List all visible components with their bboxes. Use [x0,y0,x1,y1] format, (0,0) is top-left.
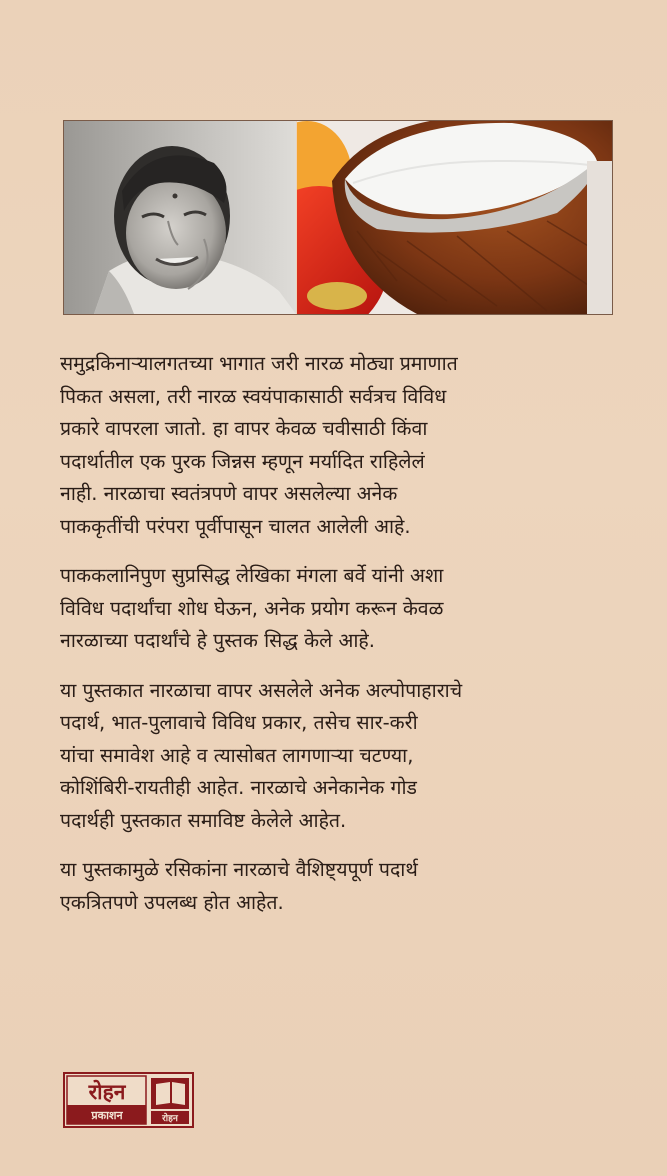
blurb-paragraph-1 [60,348,620,543]
author-portrait-image [64,121,296,314]
blurb-line: विविध पदार्थांचा शोध घेऊन, अनेक प्रयोग करून केवळ [60,596,444,620]
blurb-line: एकत्रितपणे उपलब्ध होत आहेत. [60,890,284,914]
photo-strip [63,120,613,315]
blurb-line: प्रकारे वापरला जातो. हा वापर केवळ चवीसाठी किंवा [60,417,428,440]
blurb-line: यांचा समावेश आहे व त्यासोबत लागणाऱ्या चटण्या, [60,743,414,767]
blurb-line: पाककलानिपुण सुप्रसिद्ध लेखिका मंगला बर्वे यांनी अशा [60,564,444,587]
blurb-line: या पुस्तकामुळे रसिकांना नारळाचे वैशिष्ट्यपूर्ण पदार्थ [60,858,418,881]
coconut-image [297,121,613,314]
blurb-paragraph-3 [60,675,620,838]
publisher-subtitle: प्रकाशन [91,1109,123,1122]
blurb-line: नाही. नारळाचा स्वतंत्रपणे वापर असलेल्या अनेक [60,482,398,505]
publisher-logo [63,1072,194,1128]
blurb-paragraph-2 [60,560,620,658]
blurb-line: या पुस्तकात नारळाचा वापर असलेले अनेक अल्पोपाहाराचे [60,678,463,702]
blurb-line: पाककृतींची परंपरा पूर्वीपासून चालत आलेली आहे. [60,514,411,538]
blurb-paragraph-4 [60,854,620,919]
blurb-line: पदार्थही पुस्तकात समाविष्ट केलेले आहेत. [60,808,347,832]
publisher-mark: रोहन [162,1114,178,1124]
blurb-line: पदार्थातील एक पुरक जिन्नस म्हणून मर्यादित राहिलेलं [60,449,425,473]
blurb-line: समुद्रकिनाऱ्यालगतच्या भागात जरी नारळ मोठ्या प्रमाणात [60,352,458,375]
book-icon [151,1078,189,1109]
blurb-line: पिकत असला, तरी नारळ स्वयंपाकासाठी सर्वत्रच विविध [60,384,447,408]
publisher-name: रोहन [88,1080,126,1104]
blurb-line: पदार्थ, भात-पुलावाचे विविध प्रकार, तसेच सार-करी [60,711,418,734]
book-blurb [60,348,620,936]
blurb-line: कोशिंबिरी-रायतीही आहेत. नारळाचे अनेकानेक गोड [60,776,417,799]
blurb-line: नारळाच्या पदार्थांचे हे पुस्तक सिद्ध केले आहे. [60,629,375,652]
